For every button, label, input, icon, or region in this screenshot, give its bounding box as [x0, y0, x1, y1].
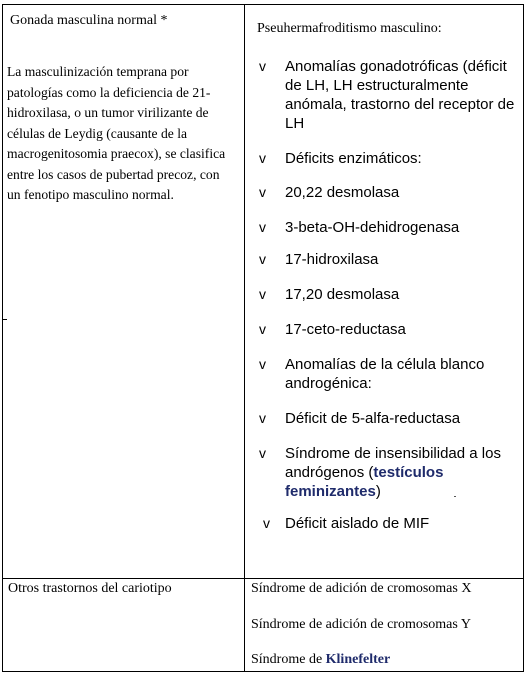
- list-item-text: 17-ceto-reductasa: [285, 321, 406, 338]
- bullet-marker: v: [263, 515, 270, 531]
- list-item-text: Anomalías gonadotróficas (déficit de LH, LH estructuralmente anómala, trastorno del receptor de LH: [285, 58, 515, 132]
- bullet-marker: v: [259, 445, 266, 461]
- syndrome-klinefelter: Síndrome de Klinefelter: [251, 652, 391, 667]
- bullet-marker: v: [259, 251, 266, 267]
- syndrome-y: Síndrome de adición de cromosomas Y: [251, 617, 471, 632]
- list-item-text: Anomalías de la célula blanco androgénica:: [285, 356, 485, 392]
- column-divider: [244, 5, 245, 671]
- syndrome-x: Síndrome de adición de cromosomas X: [251, 581, 472, 596]
- list-item-text: 3-beta-OH-dehidrogenasa: [285, 219, 460, 236]
- list-item-text: 17-hidroxilasa: [285, 251, 379, 268]
- bullet-marker: v: [259, 184, 266, 200]
- list-item-text: Déficit de 5-alfa-reductasa: [285, 410, 461, 427]
- list-item-text: 17,20 desmolasa: [285, 286, 400, 303]
- bullet-marker: v: [259, 150, 266, 166]
- list-item-text: Déficit aislado de MIF: [285, 515, 430, 532]
- klinefelter-term: Klinefelter: [325, 652, 391, 667]
- other-karyotype-label: Otros trastornos del cariotipo: [8, 581, 172, 596]
- bullet-marker: v: [259, 356, 266, 372]
- bullet-marker: v: [259, 321, 266, 337]
- bullet-marker: v: [259, 286, 266, 302]
- list-item-text: 20,22 desmolasa: [285, 184, 400, 201]
- bullet-marker: v: [259, 410, 266, 426]
- left-cell-title: Gonada masculina normal *: [10, 13, 168, 28]
- testiculos-feminizantes-term: testículos feminizantes: [285, 464, 444, 500]
- bullet-marker: v: [259, 58, 266, 74]
- list-item-text: Déficits enzimáticos:: [285, 150, 422, 167]
- row-divider-stub: [3, 319, 7, 320]
- stray-mark: [454, 496, 456, 497]
- row-divider: [3, 578, 523, 579]
- bullet-marker: v: [259, 219, 266, 235]
- left-cell-paragraph: La masculinización temprana por patologías como la deficiencia de 21-hidroxilasa, o un tumor virilizante de células de Leydig (causante de la macrogenitosomia praecox), se clasifica entre los casos de pubertad precoz, con un fenotipo masculino normal.: [7, 64, 226, 202]
- list-item-text: Síndrome de insensibilidad a los andrógenos (testículos feminizantes): [285, 445, 501, 500]
- right-cell-title: Pseuhermafroditismo masculino:: [257, 21, 442, 36]
